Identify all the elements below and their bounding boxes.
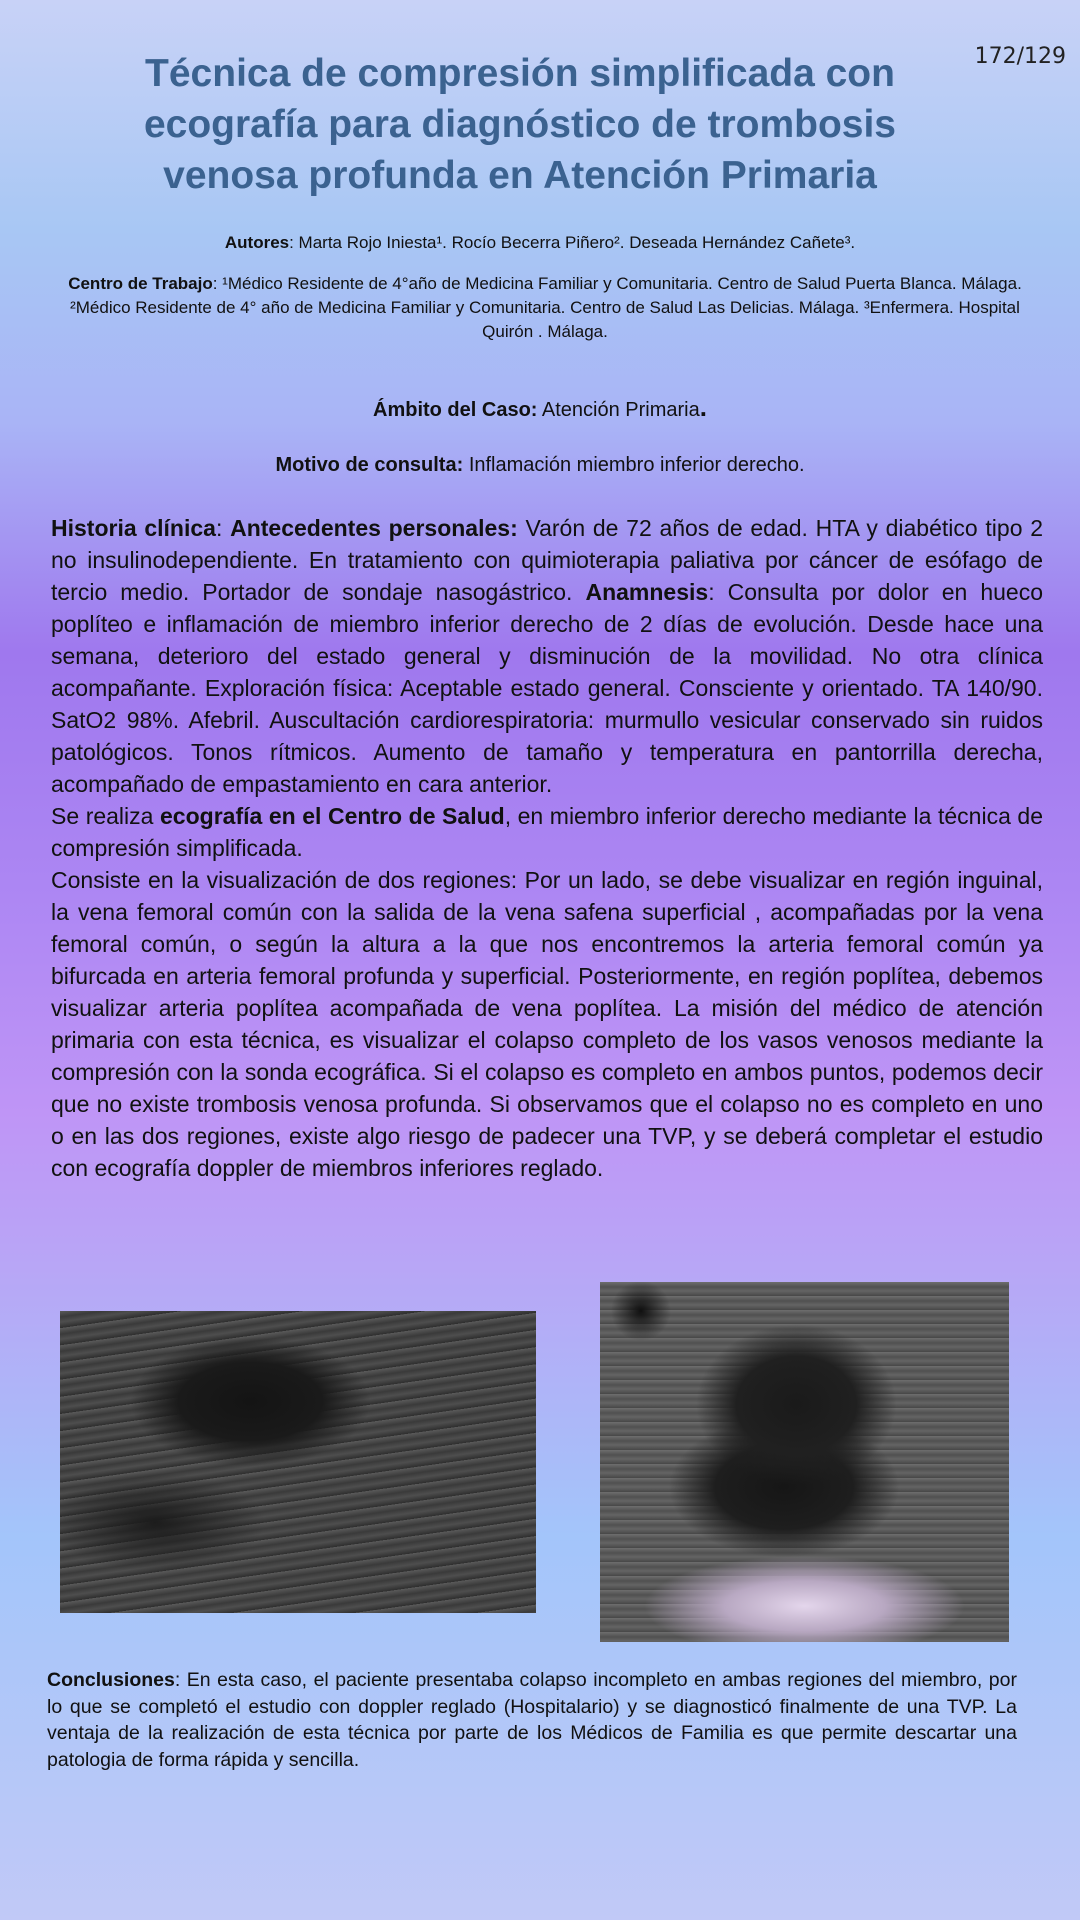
scope-line (0, 392, 1080, 423)
history-label: Historia clínica (51, 515, 216, 541)
history-paragraph-2 (51, 800, 1043, 864)
reason-text: Inflamación miembro inferior derecho. (463, 454, 805, 476)
anamnesis-label: Anamnesis (585, 579, 709, 605)
ultrasound-image-inguinal (60, 1311, 536, 1613)
authors-label: Autores (224, 233, 290, 252)
reason-line (0, 454, 1080, 477)
reason-label: Motivo de consulta: (275, 454, 464, 476)
conclusions-paragraph (47, 1667, 1017, 1773)
anamnesis-text: : Consulta por dolor en hueco poplíteo e inflamación de miembro inferior derecho de 2 días de evolución. Desde hace una semana, deterioro del estado general y disminución de la movilidad. No otra clínica acompañante. Exploración física: Aceptable estado general. Consciente y orientado. TA 140/90. SatO2 98%. Afebril. Auscultación cardiorespiratoria: murmullo vesicular conservado sin ruidos patológicos. Tonos rítmicos. Aumento de tamaño y temperatura en pantorrilla derecha, acompañado de empastamiento en cara anterior. (51, 579, 1044, 797)
antecedents-text: Varón de 72 años de edad. HTA y diabético tipo 2 no insulinodependiente. En tratamiento con quimioterapia paliativa por cáncer de esófago de tercio medio. Portador de sondaje nasogástrico. (51, 515, 1043, 605)
history-paragraph-1 (51, 512, 1043, 800)
authors-text: : Marta Rojo Iniesta¹. Rocío Becerra Piñero². Deseada Hernández Cañete³. (289, 233, 856, 252)
page-number: 172/129 (974, 44, 1066, 69)
scope-text: Atención Primaria (537, 399, 700, 421)
work-center-line (50, 272, 1040, 344)
scope-period: . (699, 392, 707, 422)
work-center-text: : ¹Médico Residente de 4°año de Medicina Familiar y Comunitaria. Centro de Salud Puerta Blanca. Málaga. ²Médico Residente de 4° año de Medicina Familiar y Comunitaria. Centro de Salud Las Delicias. Málaga. ³Enfermera. Hospital Quirón . Málaga. (70, 274, 1022, 341)
history-paragraph-3: Consiste en la visualización de dos regiones: Por un lado, se debe visualizar en región inguinal, la vena femoral común con la salida de la vena safena superficial , acompañadas por la vena femoral común, o según la altura a la que nos encontremos la arteria femoral común ya bifurcada en arteria femoral profunda y superficial. Posteriormente, en región poplítea, debemos visualizar arteria poplítea acompañada de vena poplítea. La misión del médico de atención primaria con esta técnica, es visualizar el colapso completo de los vasos venosos mediante la compresión con la sonda ecográfica. Si el colapso es completo en ambos puntos, podemos decir que no existe trombosis venosa profunda. Si observamos que el colapso no es completo en uno o en las dos regiones, existe algo riesgo de padecer una TVP, y se deberá completar el estudio con ecografía doppler de miembros inferiores reglado. (51, 867, 1043, 1181)
authors-line (0, 233, 1080, 253)
conclusions-label: Conclusiones (47, 1669, 175, 1691)
scope-label: Ámbito del Caso: (373, 399, 538, 421)
conclusions-text: : En esta caso, el paciente presentaba colapso incompleto en ambas regiones del miembro, por lo que se completó el estudio con doppler reglado (Hospitalario) y se diagnosticó finalmente de una TVP. La ventaja de la realización de esta técnica por parte de los Médicos de Familia es que permite descartar una patologia de forma rápida y sencilla. (47, 1669, 1017, 1771)
work-center-label: Centro de Trabajo (68, 274, 213, 293)
clinical-history (51, 512, 1043, 1184)
antecedents-label: Antecedentes personales: (230, 515, 518, 541)
ultrasound-text: , en miembro inferior derecho mediante la técnica de compresión simplificada. (51, 803, 1044, 861)
ultrasound-image-popliteal (600, 1282, 1009, 1642)
ultrasound-intro: Se realiza (51, 803, 161, 829)
ultrasound-highlight: ecografía en el Centro de Salud (160, 803, 505, 829)
history-separator: : (215, 515, 231, 541)
page-title: Técnica de compresión simplificada con ecografía para diagnóstico de trombosis venosa profunda en Atención Primaria (143, 52, 896, 197)
